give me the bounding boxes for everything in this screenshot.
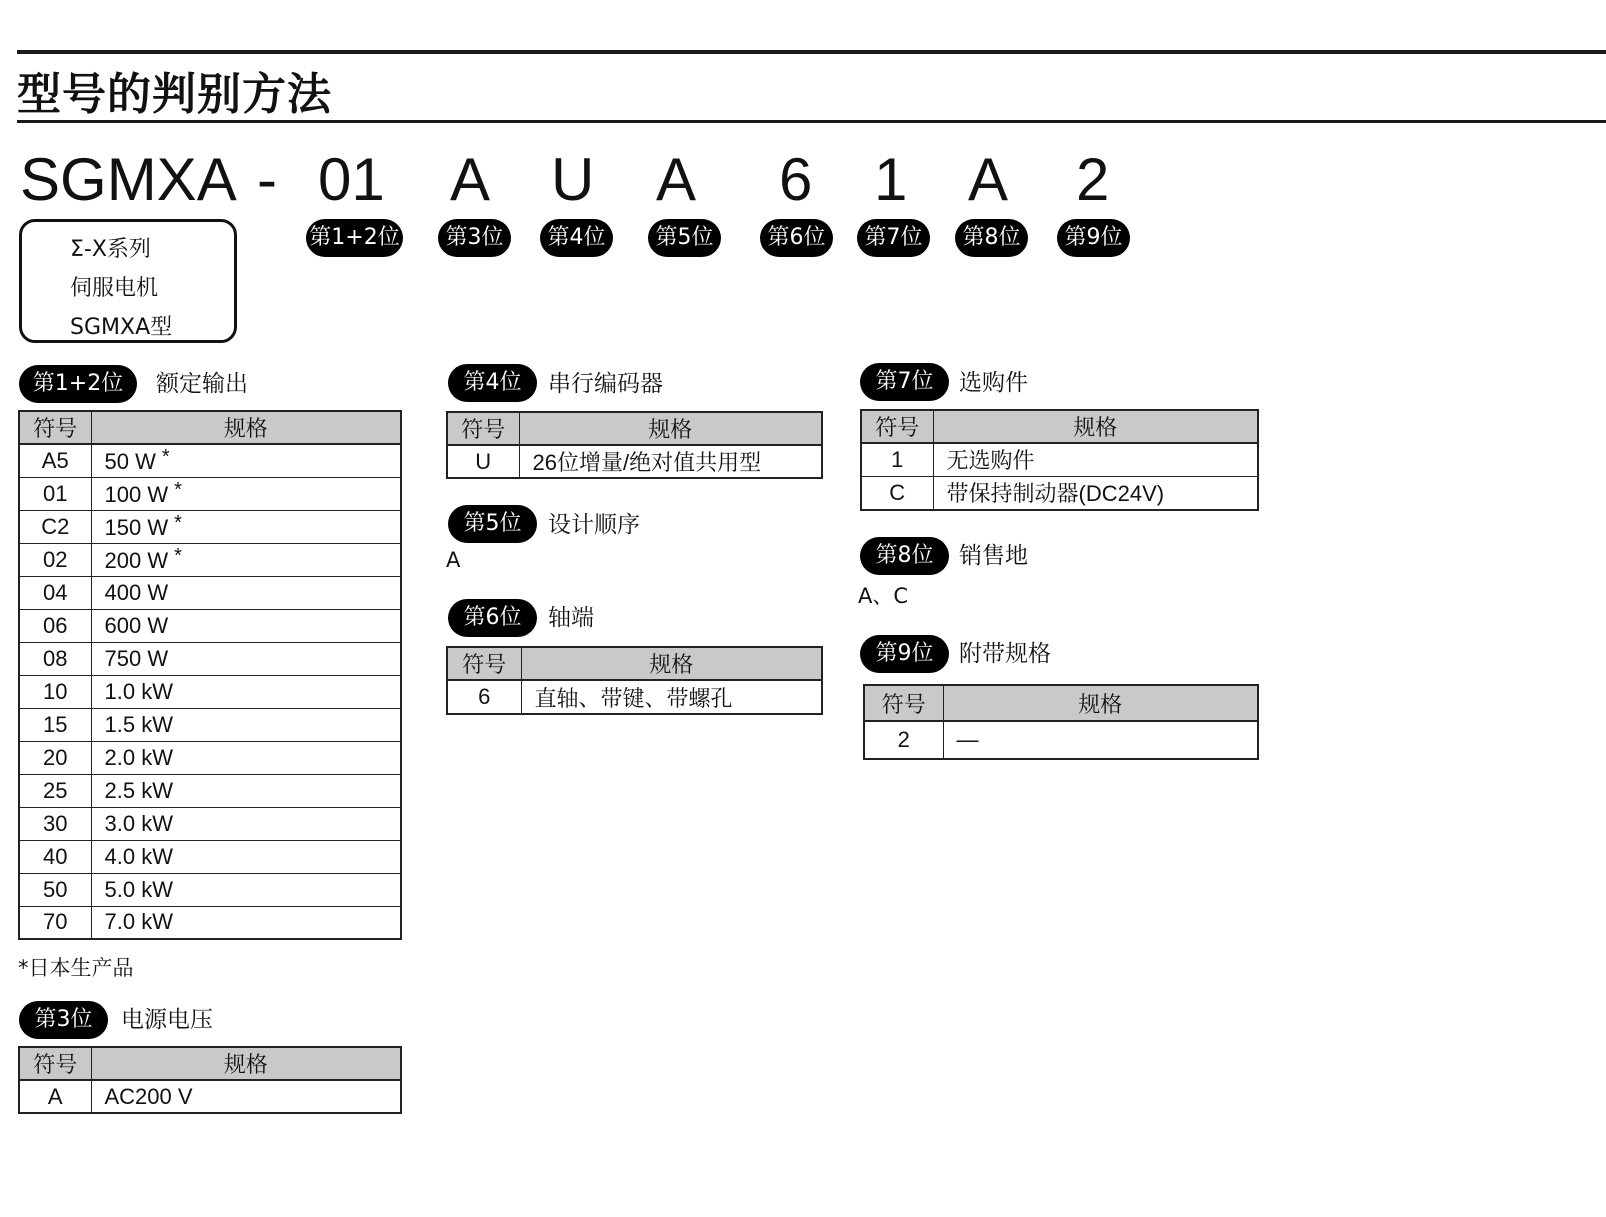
- design-value: A: [446, 548, 461, 572]
- column-header-spec: 规格: [91, 411, 401, 444]
- design-badge: 第5位: [448, 505, 537, 543]
- position-badge-5: 第5位: [648, 219, 721, 257]
- rated-output-footnote: *日本生产品: [18, 956, 134, 980]
- row-spec: 750 W: [104, 645, 169, 671]
- row-spec: 直轴、带键、带螺孔: [521, 680, 822, 714]
- row-code: 20: [19, 741, 91, 774]
- table-row: [19, 543, 401, 576]
- position-badge-7: 第7位: [857, 219, 930, 257]
- row-code: 15: [19, 708, 91, 741]
- shaft-table: [446, 646, 823, 715]
- row-spec-cell: [91, 477, 401, 510]
- row-code: 1: [861, 443, 933, 476]
- table-row: [19, 840, 401, 873]
- model-digit-1-2: 01: [318, 146, 385, 213]
- row-spec-cell: [91, 576, 401, 609]
- row-spec: —: [943, 721, 1258, 759]
- position-badge-3: 第3位: [438, 219, 511, 257]
- position-badge-1-2: 第1+2位: [306, 219, 403, 257]
- table-row: [19, 774, 401, 807]
- column-header-code: 符号: [447, 647, 521, 680]
- model-digit-5: A: [656, 146, 697, 213]
- sales-title: 销售地: [959, 543, 1028, 569]
- table-row: [19, 741, 401, 774]
- table-row: [19, 873, 401, 906]
- voltage-badge: 第3位: [19, 1001, 108, 1039]
- model-digit-8: A: [968, 146, 1009, 213]
- table-row: [19, 444, 401, 477]
- row-code: C2: [19, 510, 91, 543]
- table-row: [19, 807, 401, 840]
- row-code: 6: [447, 680, 521, 714]
- voltage-table: [18, 1046, 402, 1114]
- row-spec-cell: [91, 906, 401, 939]
- model-dash: -: [257, 146, 277, 213]
- table-row: [19, 1080, 401, 1113]
- table-row: [19, 477, 401, 510]
- row-code: 10: [19, 675, 91, 708]
- row-spec-cell: [91, 444, 401, 477]
- voltage-title: 电源电压: [121, 1007, 213, 1033]
- position-badge-9: 第9位: [1057, 219, 1130, 257]
- table-row: [864, 721, 1258, 759]
- row-spec: 4.0 kW: [104, 843, 173, 869]
- row-spec-cell: [91, 609, 401, 642]
- row-spec-cell: [91, 510, 401, 543]
- row-code: U: [447, 445, 519, 478]
- row-code: 2: [864, 721, 943, 759]
- position-badge-6: 第6位: [760, 219, 833, 257]
- table-row: [19, 576, 401, 609]
- japan-made-mark: *: [161, 446, 170, 469]
- table-row: [447, 445, 822, 478]
- series-description-box: [19, 219, 237, 343]
- row-spec-cell: [91, 543, 401, 576]
- rated-output-title: 额定输出: [156, 371, 248, 397]
- model-digit-4: U: [551, 146, 595, 213]
- encoder-table: [446, 411, 823, 479]
- row-spec: 150 W: [104, 515, 169, 540]
- row-code: 01: [19, 477, 91, 510]
- column-header-code: 符号: [447, 412, 519, 445]
- row-spec: 5.0 kW: [104, 876, 173, 902]
- table-row: [447, 680, 822, 714]
- page-title: 型号的判别方法: [17, 69, 332, 120]
- table-row: [19, 510, 401, 543]
- series-product: 伺服电机: [70, 276, 159, 301]
- row-spec: 带保持制动器(DC24V): [933, 476, 1258, 510]
- column-header-spec: 规格: [933, 410, 1258, 443]
- top-rule: [17, 50, 1606, 54]
- row-spec: 600 W: [104, 612, 169, 638]
- position-badge-4: 第4位: [540, 219, 613, 257]
- row-spec-cell: [91, 840, 401, 873]
- row-spec: 100 W: [104, 482, 169, 507]
- model-digit-3: A: [450, 146, 491, 213]
- title-underline-rule: [17, 120, 1606, 123]
- shaft-badge: 第6位: [448, 599, 537, 637]
- row-spec: 2.0 kW: [104, 744, 173, 770]
- row-spec: 26位增量/绝对值共用型: [519, 445, 822, 478]
- table-row: [19, 642, 401, 675]
- sales-value: A、C: [858, 584, 909, 608]
- row-spec-cell: [91, 642, 401, 675]
- table-row: [19, 708, 401, 741]
- japan-made-mark: *: [174, 512, 182, 534]
- row-code: 50: [19, 873, 91, 906]
- rated-output-badge: 第1+2位: [19, 365, 137, 403]
- column-header-spec: 规格: [943, 685, 1258, 721]
- column-header-spec: 规格: [91, 1047, 401, 1080]
- options-badge: 第7位: [860, 363, 949, 401]
- design-title: 设计顺序: [548, 512, 640, 538]
- rated-output-table: [18, 410, 402, 940]
- row-code: 06: [19, 609, 91, 642]
- column-header-spec: 规格: [519, 412, 822, 445]
- row-spec: 400 W: [104, 579, 169, 605]
- row-code: 04: [19, 576, 91, 609]
- sales-badge: 第8位: [860, 537, 949, 575]
- row-code: 30: [19, 807, 91, 840]
- row-spec-cell: [91, 675, 401, 708]
- row-spec: 3.0 kW: [104, 810, 173, 836]
- encoder-title: 串行编码器: [548, 371, 663, 397]
- japan-made-mark: *: [174, 545, 182, 567]
- row-code: A5: [19, 444, 91, 477]
- model-digit-7: 1: [874, 146, 908, 213]
- row-spec: 200 W: [104, 548, 169, 573]
- shaft-title: 轴端: [548, 605, 594, 631]
- row-code: 08: [19, 642, 91, 675]
- row-code: 25: [19, 774, 91, 807]
- model-digit-6: 6: [779, 146, 813, 213]
- row-spec-cell: [91, 774, 401, 807]
- row-code: 70: [19, 906, 91, 939]
- extra-spec-title: 附带规格: [959, 641, 1051, 667]
- row-spec-cell: [91, 741, 401, 774]
- row-spec-cell: [91, 807, 401, 840]
- row-code: C: [861, 476, 933, 510]
- options-table: [860, 409, 1259, 511]
- position-badge-8: 第8位: [955, 219, 1028, 257]
- table-row: [19, 675, 401, 708]
- row-spec: 50 W: [104, 449, 156, 475]
- options-title: 选购件: [959, 370, 1028, 396]
- japan-made-mark: *: [174, 479, 182, 501]
- column-header-code: 符号: [19, 1047, 91, 1080]
- row-spec: 7.0 kW: [104, 909, 173, 935]
- column-header-spec: 规格: [521, 647, 822, 680]
- table-row: [19, 906, 401, 939]
- row-spec: 无选购件: [933, 443, 1258, 476]
- model-digit-9: 2: [1076, 146, 1110, 213]
- encoder-badge: 第4位: [448, 364, 537, 402]
- row-spec: AC200 V: [91, 1080, 401, 1113]
- extra-spec-table: [863, 684, 1259, 760]
- table-row: [861, 443, 1258, 476]
- row-code: 40: [19, 840, 91, 873]
- series-name: Σ-X系列: [70, 237, 151, 262]
- row-spec-cell: [91, 708, 401, 741]
- row-code: 02: [19, 543, 91, 576]
- row-spec: 2.5 kW: [104, 777, 173, 803]
- extra-spec-badge: 第9位: [860, 635, 949, 673]
- table-row: [861, 476, 1258, 510]
- row-spec: 1.5 kW: [104, 711, 173, 737]
- column-header-code: 符号: [861, 410, 933, 443]
- column-header-code: 符号: [19, 411, 91, 444]
- column-header-code: 符号: [864, 685, 943, 721]
- row-spec-cell: [91, 873, 401, 906]
- series-model: SGMXA型: [70, 315, 173, 340]
- model-series-code: SGMXA: [20, 146, 237, 213]
- row-spec: 1.0 kW: [104, 678, 173, 704]
- table-row: [19, 609, 401, 642]
- row-code: A: [19, 1080, 91, 1113]
